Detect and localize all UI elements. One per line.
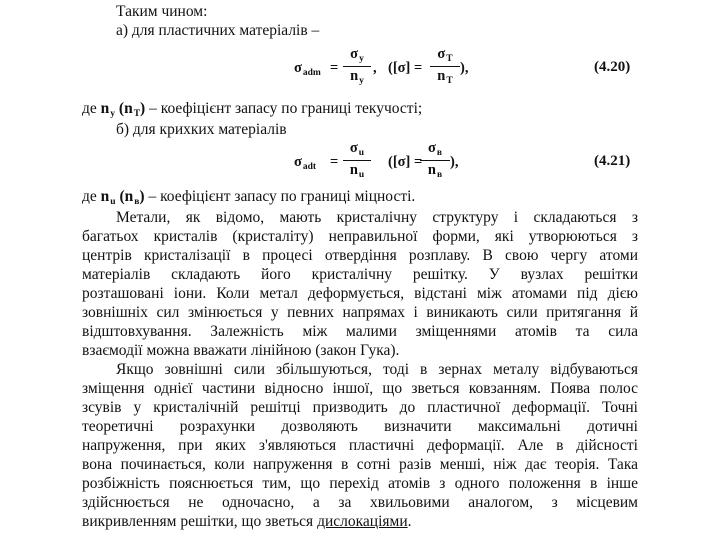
paragraph1-line: відштовхування. Залежність між малими зміщеннями атомів та сила [82,323,638,340]
definition-nu: де $n_u$ $(n_в)$ – коефіцієнт запасу по границі міцності. [82,188,416,207]
paragraph1-line: розташовані іони. Коли метал деформується, відстані між атомами під дією [82,285,638,302]
paragraph2-line: зміщення однієї частини відносно іншої, що зветься ковзанням. Поява полос [82,380,638,397]
equation-number-4-20: (4.20) [594,59,631,75]
paragraph2-line: розбіжність пояснюється тим, що перехід атомів з одного положення в інше [82,475,638,492]
formula-4-21: $\sigma_{adt}$ = $\sigma_u$ $n_u$ ([σ] = $\sigma_в$ $n_в$ ), [294,140,459,180]
paragraph1-line: багатьох кристалів (кристаліту) неправильної форми, які утворюються з [82,228,638,245]
formula-4-20: $\sigma_{adm}$ = $\sigma_y$ $n_y$ , ([σ] = $\sigma_T$ $n_T$ ), [294,46,469,86]
paragraph1-line: взаємодії можна вважати лінійною (закон Гука). [82,342,400,359]
equation-number-4-21: (4.21) [594,153,631,169]
paragraph1-line: зовнішніх сил змінюється у певних напрямах і виникають сили притягання й [82,304,638,321]
paragraph1-line: матеріалів складають його кристалічну решітку. У вузлах решітки [82,266,638,283]
case-b-text: б) для крихких матеріалів [116,121,287,138]
paragraph2-line: теоретичні розрахунки дозволяють визначити максимальні дотичні [82,418,638,435]
paragraph2-line: зсувів у кристалічній решітці призводить до пластичної деформації. Точні [82,399,638,416]
term-dislocations: дислокаціями [317,513,408,530]
definition-ny: де $n_y$ $(n_T)$ – коефіцієнт запасу по границі текучості; [82,100,423,119]
paragraph2-line: вона починається, коли напруження в сотні разів менші, ніж дає теорія. Така [82,456,638,473]
paragraph2-line: напруження, при яких з'являються пластичні деформації. Але в дійсності [82,437,638,454]
paragraph1-line: Метали, як відомо, мають кристалічну структуру і складаються з [116,209,638,226]
intro-text: Таким чином: [116,3,208,20]
paragraph2-last-line: викривленням решітки, що зветься дислокаціями. [82,513,412,530]
paragraph1-line: центрів кристалізації в процесі отвердіння розплаву. В свою чергу атоми [82,247,638,264]
case-a-text: а) для пластичних матеріалів – [116,22,320,39]
paragraph2-line: Якщо зовнішні сили збільшуються, тоді в зернах металу відбуваються [116,361,638,378]
paragraph2-line: здійснюється не одночасно, а за хвильовими аналогом, з місцевим [82,494,638,511]
